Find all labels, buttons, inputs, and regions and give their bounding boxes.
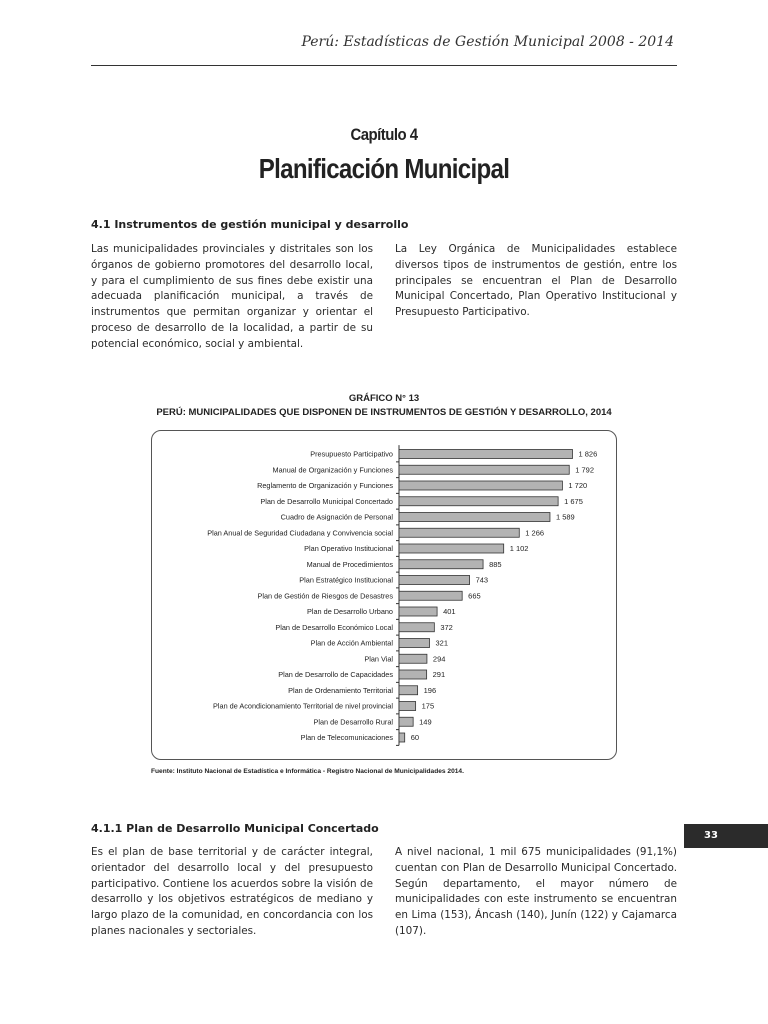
chapter-label: Capítulo 4 [350,125,418,144]
bar [399,497,558,506]
section-heading-4-1-1: 4.1.1 Plan de Desarrollo Municipal Concertado [91,822,379,835]
value-label: 291 [432,670,446,679]
bar [399,576,470,585]
bar [399,702,416,711]
bar [399,528,519,537]
value-label: 1 589 [555,512,575,522]
category-label: Presupuesto Participativo [310,449,393,459]
figure-number: GRÁFICO N° 13 [348,393,420,404]
category-label: Manual de Organización y Funciones [272,465,393,475]
value-label: 743 [475,575,489,585]
paragraph-4-1-right: La Ley Orgánica de Municipalidades establece diversos tipos de instrumentos de gestión, entre los principales se encuentran el Plan de Desarrollo Municipal Concertado, Plan Operativo Institucional y Presupuesto Participativo. [395,243,677,319]
paragraph-4-1-left: Las municipalidades provinciales y distritales son los órganos de gobierno promotores del desarrollo local, y para el cumplimiento de sus fines debe existir una adecuada planificación municipal, a través de instrumentos que permitan organizar y orientar el proceso de desarrollo de la localidad, a partir de su potencial económico, social y ambiental. [91,243,373,350]
category-label: Plan de Ordenamiento Territorial [288,685,393,695]
paragraph-4-1-1-left: Es el plan de base territorial y de carácter integral, orientador del desarrollo local y del presupuesto participativo. Contiene los acuerdos sobre la visión de desarrollo y los objetivos estratégicos de mediano y largo plazo de la comunidad, en concordancia con los planes nacionales y sectoriales. [91,846,373,937]
bar [399,591,462,600]
bar [399,686,418,695]
figure-title: PERÚ: MUNICIPALIDADES QUE DISPONEN DE INSTRUMENTOS DE GESTIÓN Y DESARROLLO, 2014 [156,407,612,418]
bar [399,717,413,726]
value-label: 885 [489,559,502,569]
category-label: Plan de Telecomunicaciones [300,733,393,742]
bar [399,639,429,648]
value-label: 60 [410,733,420,742]
value-label: 175 [421,701,435,711]
category-label: Plan Vial [364,654,393,664]
page-number-tab: 33 [684,824,768,848]
category-label: Cuadro de Asignación de Personal [280,512,393,522]
category-label: Plan de Gestión de Riesgos de Desastres [257,591,393,601]
value-label: 1 102 [509,544,529,553]
category-label: Plan de Desarrollo Económico Local [275,622,393,632]
value-label: 1 720 [568,481,588,490]
running-header: Perú: Estadísticas de Gestión Municipal 2008 - 2014 [301,34,674,50]
value-label: 1 792 [575,465,595,475]
bar [399,670,427,679]
paragraph-4-1-1-right: A nivel nacional, 1 mil 675 municipalidades (91,1%) cuentan con Plan de Desarrollo Municipal Concertado. Según departamento, el mayor número de municipalidades con este instrumento se encuentran en Lima (153), Áncash (140), Junín (122) y Cajamarca (107). [395,846,677,937]
chapter-title: Planificación Municipal [258,153,510,184]
category-label: Plan de Desarrollo Urbano [307,607,393,616]
bar [399,481,562,490]
bar-chart [151,430,617,760]
bar [399,450,572,459]
bar [399,513,550,522]
category-label: Plan de Acondicionamiento Territorial de nivel provincial [213,701,393,711]
value-label: 1 266 [525,528,545,538]
bar [399,560,483,569]
bar [399,544,504,553]
category-label: Plan de Acción Ambiental [310,638,393,648]
category-label: Plan de Desarrollo de Capacidades [278,670,393,679]
value-label: 1 675 [564,496,583,506]
figure-source: Fuente: Instituto Nacional de Estadística e Informática - Registro Nacional de Municipalidades 2014. [151,768,464,775]
category-label: Plan Operativo Institucional [304,544,393,553]
value-label: 196 [423,685,437,695]
category-label: Reglamento de Organización y Funciones [257,481,393,490]
bar [399,465,569,474]
header-rule [91,65,677,66]
category-label: Plan Estratégico Institucional [299,575,393,585]
category-label: Plan Anual de Seguridad Ciudadana y Convivencia social [207,528,393,538]
value-label: 149 [419,717,432,727]
value-label: 321 [435,638,449,648]
category-label: Plan de Desarrollo Municipal Concertado [260,496,393,506]
value-label: 294 [432,654,446,664]
value-label: 401 [443,607,456,616]
bar [399,623,434,632]
section-heading-4-1: 4.1 Instrumentos de gestión municipal y desarrollo [91,218,409,231]
bar [399,733,405,742]
bar [399,654,427,663]
value-label: 1 826 [578,449,598,459]
bar [399,607,437,616]
category-label: Manual de Procedimientos [306,559,393,569]
category-label: Plan de Desarrollo Rural [313,717,393,727]
value-label: 372 [440,622,453,632]
value-label: 665 [468,591,481,601]
